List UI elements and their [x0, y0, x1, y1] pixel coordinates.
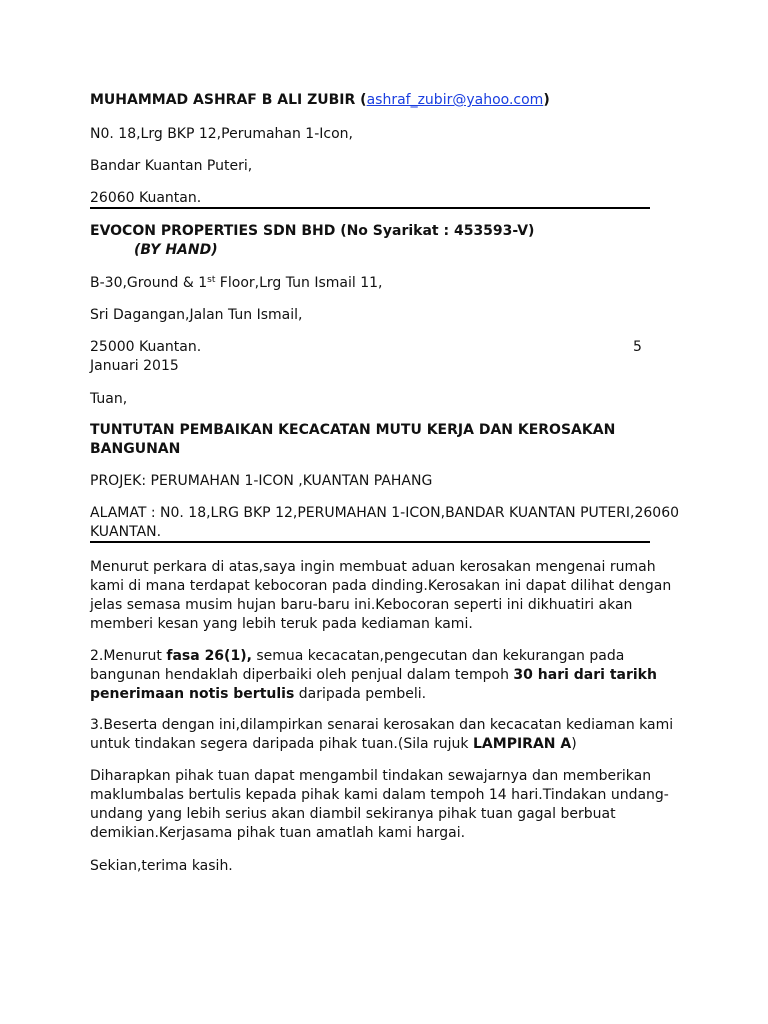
sender-header [90, 91, 650, 110]
project-line: PROJEK: PERUMAHAN 1-ICON ,KUANTAN PAHANG [90, 473, 433, 489]
body-p1-line: kami di mana terdapat kebocoran pada dinding.Kerosakan ini dapat dilihat dengan [90, 578, 672, 594]
closing-line: Sekian,terima kasih. [90, 858, 233, 874]
body-p2-emphasis: 30 hari dari tarikh [513, 667, 657, 683]
body-p4-line: undang yang lebih serius akan diambil sekiranya pihak tuan gagal berbuat [90, 806, 616, 822]
body-paragraph-2 [90, 647, 657, 704]
body-p3-text: ) [571, 736, 577, 752]
address-line-1: ALAMAT : N0. 18,LRG BKP 12,PERUMAHAN 1-ICON,BANDAR KUANTAN PUTERI,26060 [90, 505, 680, 521]
date-day: 5 [633, 339, 642, 355]
sender-name: MUHAMMAD ASHRAF B ALI ZUBIR [90, 92, 356, 108]
body-p2-text: 2.Menurut [90, 648, 167, 664]
body-paragraph-4 [90, 767, 669, 843]
body-p3-line-1: 3.Beserta dengan ini,dilampirkan senarai kerosakan dan kecacatan kediaman kami [90, 717, 674, 733]
recipient-address-line-1-part-a: B-30,Ground & 1 [90, 275, 208, 291]
sender-email-link[interactable]: ashraf_zubir@yahoo.com [366, 92, 544, 108]
body-p3-appendix-ref: LAMPIRAN A [473, 736, 572, 752]
body-p4-line: Diharapkan pihak tuan dapat mengambil tindakan sewajarnya dan memberikan [90, 768, 652, 784]
body-p3-line-2 [90, 735, 650, 754]
sender-address-line-3: 26060 Kuantan. [90, 190, 202, 206]
date-month-year: Januari 2015 [90, 358, 179, 374]
body-p1-line: Menurut perkara di atas,saya ingin membuat aduan kerosakan mengenai rumah [90, 559, 656, 575]
body-p2-line-1 [90, 647, 650, 666]
recipient-delivery-note: (BY HAND) [134, 242, 218, 258]
recipient-company: EVOCON PROPERTIES SDN BHD (No Syarikat : 453593-V) [90, 223, 535, 239]
address-line-2: KUANTAN. [90, 524, 162, 540]
body-p3-text: untuk tindakan segera daripada pihak tuan.(Sila rujuk [90, 736, 473, 752]
body-p4-line: demikian.Kerjasama pihak tuan amatlah kami hargai. [90, 825, 466, 841]
body-p4-line: maklumbalas bertulis kepada pihak kami dalam tempoh 14 hari.Tindakan undang- [90, 787, 669, 803]
body-p2-line-3 [90, 685, 650, 704]
body-paragraph-3 [90, 716, 674, 754]
body-p2-clause-ref: fasa 26(1), [166, 648, 252, 664]
body-p1-line: jelas semasa musim hujan baru-baru ini.Kebocoran seperti ini dikhuatiri akan [90, 597, 633, 613]
body-p2-line-2 [90, 666, 657, 685]
sender-email-close-paren: ) [543, 92, 550, 108]
salutation: Tuan, [90, 391, 128, 407]
body-p2-emphasis: penerimaan notis bertulis [90, 686, 295, 702]
body-p1-line: memberi kesan yang lebih teruk pada kediaman kami. [90, 616, 473, 632]
divider-rule-1 [90, 207, 650, 209]
sender-address-line-2: Bandar Kuantan Puteri, [90, 158, 253, 174]
body-paragraph-1 [90, 558, 672, 634]
recipient-address-line-3: 25000 Kuantan. [90, 339, 202, 355]
divider-rule-2 [90, 541, 650, 543]
body-p2-text: bangunan hendaklah diperbaiki oleh penjual dalam tempoh [90, 667, 514, 683]
recipient-address-line-1 [90, 274, 650, 293]
recipient-address-line-3-row [90, 338, 650, 357]
body-p2-text: daripada pembeli. [294, 686, 427, 702]
recipient-address-line-2: Sri Dagangan,Jalan Tun Ismail, [90, 307, 303, 323]
recipient-address-line-1-part-b: Floor,Lrg Tun Ismail 11, [215, 275, 383, 291]
sender-address-line-1: N0. 18,Lrg BKP 12,Perumahan 1-Icon, [90, 126, 353, 142]
subject-line-2: BANGUNAN [90, 441, 181, 457]
sender-email-open-paren: ( [355, 92, 367, 108]
subject-line-1: TUNTUTAN PEMBAIKAN KECACATAN MUTU KERJA DAN KEROSAKAN [90, 422, 616, 438]
recipient-address-line-1-sup: st [207, 275, 216, 285]
body-p2-text: semua kecacatan,pengecutan dan kekurangan pada [251, 648, 625, 664]
